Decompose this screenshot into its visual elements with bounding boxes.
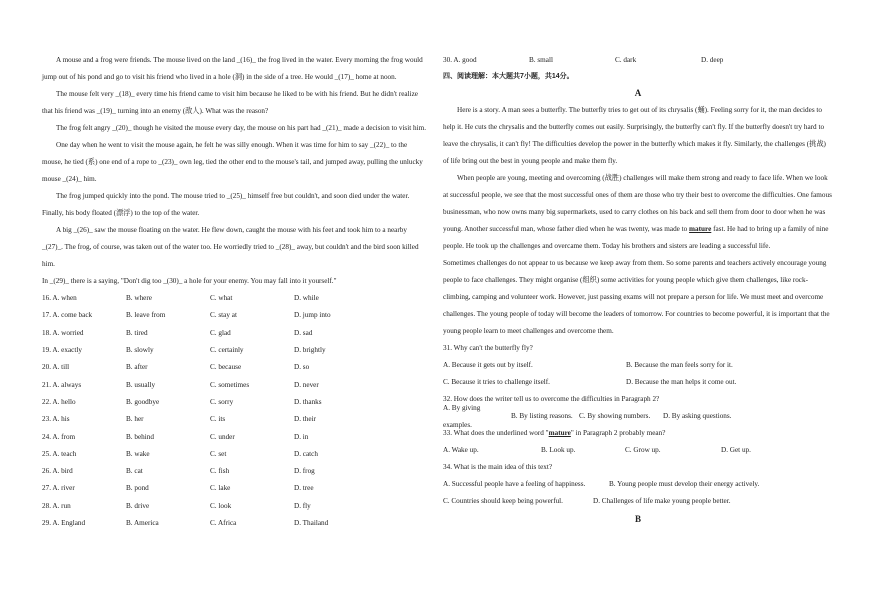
option-row-18 (42, 325, 427, 342)
option-a[interactable]: 18. A. worried (42, 328, 84, 337)
question-32-options (443, 403, 833, 429)
option-row-23 (42, 411, 427, 428)
option-d[interactable]: D. in (294, 432, 309, 441)
cloze-paragraph-6: A big _(26)_ saw the mouse floating on the water. He flew down, caught the mouse with his feet and took him to a nearby _(27)_. The frog, of course, was taken out of the water too. He worriedly tried to _(28)_ away, but couldn't and the bird soon killed him. (42, 226, 419, 268)
option-c[interactable]: C. its (210, 415, 226, 424)
option-a[interactable]: 30. A. good (443, 55, 477, 64)
option-row-25 (42, 446, 427, 463)
option-d[interactable]: D. Challenges of life make young people better. (593, 497, 731, 505)
passage-a-paragraph-1: Here is a story. A man sees a butterfly. The butterfly tries to get out of its chrysalis (蛹). Feeling sorry for it, the man decides to help it. He cuts the chrysalis and the butterfly comes out easily. Surprisingly, the butterfly can't fly. If the butterfly doesn't try hard to leave the chrysalis, it can't fly! The difficulties develop the power in the butterfly which makes it fly. Similarly, the challenges (挑战) of life bring out the best in young people and make them fly. (443, 106, 826, 165)
option-d[interactable]: D. catch (294, 449, 318, 458)
option-d[interactable]: D. jump into (294, 311, 331, 320)
options-list (42, 290, 427, 532)
option-row-19 (42, 342, 427, 359)
option-c[interactable]: C. dark (615, 55, 637, 64)
right-column (443, 52, 833, 528)
passage-b-heading: B (634, 514, 641, 524)
option-d[interactable]: D. their (294, 415, 316, 424)
cloze-last-line: In _(29)_ there is a saying, "Don't dig too _(30)_ a hole for your enemy. You may fall into it yourself." (42, 277, 337, 285)
option-b[interactable]: B. slowly (126, 346, 154, 355)
option-a[interactable]: A. By giving examples. (443, 403, 481, 429)
option-a[interactable]: A. Successful people have a feeling of happiness. (443, 480, 586, 488)
question-34: 34. What is the main idea of this text? (443, 463, 553, 471)
option-row-29 (42, 515, 427, 532)
option-d[interactable]: D. Thailand (294, 519, 329, 527)
option-c[interactable]: C. certainly (210, 346, 244, 355)
option-row-26 (42, 463, 427, 480)
option-b[interactable]: B. Because the man feels sorry for it. (626, 361, 733, 369)
question-31: 31. Why can't the butterfly fly? (443, 344, 533, 352)
option-row-27 (42, 480, 427, 497)
option-c[interactable]: C. look (210, 501, 232, 510)
option-b[interactable]: B. Look up. (541, 446, 576, 454)
option-c[interactable]: C. stay at (210, 311, 237, 320)
cloze-paragraph-4: One day when he went to visit the mouse again, he felt he was silly enough. When it was time for him to say _(22)_ to the mouse, he tied (系) one end of a rope to _(23)_ own leg, tied the other end to the mouse's tail, and jumped away, pulling the unlucky mouse _(24)_ him. (42, 141, 423, 183)
option-a[interactable]: A. Because it gets out by itself. (443, 361, 533, 369)
option-b[interactable]: B. Young people must develop their energy actively. (609, 480, 760, 488)
option-row-16 (42, 290, 427, 307)
option-d[interactable]: D. tree (294, 484, 314, 493)
section-title: 四、阅读理解：本大题共7小题，共14分。 (443, 73, 574, 80)
option-a[interactable]: 24. A. from (42, 432, 76, 441)
option-b[interactable]: B. tired (126, 328, 148, 337)
option-b[interactable]: B. after (126, 363, 148, 372)
left-column (42, 52, 427, 532)
option-b[interactable]: B. goodbye (126, 397, 160, 406)
option-d[interactable]: D. Get up. (721, 446, 751, 454)
question-31-options-row-1 (443, 357, 833, 374)
question-34-options-row-1 (443, 476, 833, 493)
option-a[interactable]: 27. A. river (42, 484, 75, 493)
option-c[interactable]: C. Countries should keep being powerful. (443, 497, 563, 505)
passage-a-heading: A (634, 88, 642, 98)
option-d[interactable]: D. so (294, 363, 310, 372)
option-d[interactable]: D. thanks (294, 397, 322, 406)
option-a[interactable]: 25. A. teach (42, 449, 77, 458)
option-a[interactable]: 22. A. hello (42, 397, 76, 406)
option-row-20 (42, 359, 427, 376)
question-32: 32. How does the writer tell us to overcome the difficulties in Paragraph 2? (443, 395, 660, 403)
question-31-options-row-2 (443, 374, 833, 391)
question-34-options-row-2 (443, 493, 833, 510)
question-33-text-pre: 33. What does the underlined word " (443, 429, 549, 437)
question-33-word: mature (548, 429, 571, 437)
option-c[interactable]: C. sometimes (210, 380, 250, 389)
option-d[interactable]: D. By asking questions. (663, 412, 732, 420)
option-d[interactable]: D. never (294, 380, 319, 389)
option-a[interactable]: 17. A. come back (42, 311, 93, 320)
cloze-paragraph-2: The mouse felt very _(18)_ every time his friend came to visit him because he liked to be with his friend. But he didn't realize that his friend was _(19)_ turning into an enemy (敌人). What was the reason? (42, 90, 418, 115)
passage-a-paragraph-3: Sometimes challenges do not appear to us because we keep away from them. So some parents and teachers actively encourage young people to face challenges. They might organise (组织) some activities for young people which give them challenges, like rock-climbing, camping and volunteer work. However, just passing exams will not prepare a person for life. We must meet and overcome challenges. The young people of today will become the leaders of tomorrow. For countries to become powerful, it is important that the young people learn to meet challenges and overcome them. (443, 259, 830, 335)
underlined-word-mature: mature (689, 225, 712, 233)
option-row-17 (42, 307, 427, 324)
option-a[interactable]: 21. A. always (42, 380, 82, 389)
option-b[interactable]: B. By listing reasons. (511, 412, 573, 420)
option-d[interactable]: D. fly (294, 501, 311, 510)
option-b[interactable]: B. her (126, 415, 144, 424)
option-c[interactable]: C. Grow up. (625, 446, 661, 454)
option-row-24 (42, 428, 427, 445)
option-c[interactable]: C. By showing numbers. (579, 412, 651, 420)
option-b[interactable]: B. leave from (126, 311, 166, 320)
option-a[interactable]: 16. A. when (42, 294, 77, 303)
option-d[interactable]: D. while (294, 294, 319, 303)
option-row-22 (42, 394, 427, 411)
option-c[interactable]: C. Africa (210, 519, 237, 527)
option-d[interactable]: D. sad (294, 328, 313, 337)
option-row-28 (42, 498, 427, 515)
option-b[interactable]: B. cat (126, 467, 143, 476)
option-c[interactable]: C. under (210, 432, 235, 441)
option-c[interactable]: C. what (210, 294, 233, 303)
cloze-paragraph-5: The frog jumped quickly into the pond. The mouse tried to _(25)_ himself free but couldn't, and soon died under the water. Finally, his body floated (漂浮) to the top of the water. (42, 192, 410, 217)
question-33-text-post: " in Paragraph 2 probably mean? (570, 429, 666, 437)
option-row-30 (443, 52, 833, 68)
option-d[interactable]: D. frog (294, 467, 315, 476)
question-33-options (443, 442, 833, 459)
option-c[interactable]: C. Because it tries to challenge itself. (443, 378, 550, 386)
option-b[interactable]: B. behind (126, 432, 154, 441)
option-a[interactable]: A. Wake up. (443, 446, 479, 454)
option-b[interactable]: B. usually (126, 380, 156, 389)
option-c[interactable]: C. lake (210, 484, 231, 493)
option-c[interactable]: C. set (210, 449, 227, 458)
option-c[interactable]: C. glad (210, 328, 231, 337)
option-a[interactable]: 29. A. England (42, 519, 86, 527)
option-b[interactable]: B. pond (126, 484, 149, 493)
option-c[interactable]: C. because (210, 363, 242, 372)
option-a[interactable]: 26. A. bird (42, 467, 73, 476)
option-a[interactable]: 20. A. till (42, 363, 70, 372)
option-b[interactable]: B. small (529, 55, 553, 64)
option-a[interactable]: 23. A. his (42, 415, 70, 424)
option-b[interactable]: B. drive (126, 501, 150, 510)
option-a[interactable]: 19. A. exactly (42, 346, 82, 355)
option-d[interactable]: D. Because the man helps it come out. (626, 378, 737, 386)
cloze-paragraph-3: The frog felt angry _(20)_ though he visited the mouse every day, the mouse on his part had _(21)_ made a decision to visit him. (56, 124, 427, 132)
passage-a-paragraph-2 (443, 170, 833, 255)
option-b[interactable]: B. where (126, 294, 152, 303)
passage-a-paragraph-2-text: When people are young, meeting and overcoming (战胜) challenges will make them strong and ready to face life. When we look at successful people, we see that the most successful ones of them are those who try their best to overcome the difficulties. One famous businessman, who now owns many big supermarkets, used to carry clothes on his back and sell them from door to door when he was young. Another successful man, whose father died when he was twenty, was made to (443, 174, 832, 233)
option-d[interactable]: D. deep (701, 55, 724, 64)
question-33 (443, 425, 833, 442)
option-d[interactable]: D. brightly (294, 346, 326, 355)
option-a[interactable]: 28. A. run (42, 501, 71, 510)
passage-a-paragraph-2-cont: fast. He had to bring up a family of nine people. He took up the challenges and overcame them. Today his brothers and sisters are leading a successful life. (443, 225, 829, 250)
option-b[interactable]: B. wake (126, 449, 150, 458)
option-c[interactable]: C. sorry (210, 397, 234, 406)
option-c[interactable]: C. fish (210, 467, 230, 476)
cloze-paragraph-1: A mouse and a frog were friends. The mouse lived on the land _(16)_ the frog lived in the water. Every morning the frog would jump out of his pond and go to visit his friend who lived in a hole (洞) in the side of a tree. He would _(17)_ home at noon. (42, 56, 423, 81)
option-row-21 (42, 376, 427, 393)
option-b[interactable]: B. America (126, 519, 159, 527)
